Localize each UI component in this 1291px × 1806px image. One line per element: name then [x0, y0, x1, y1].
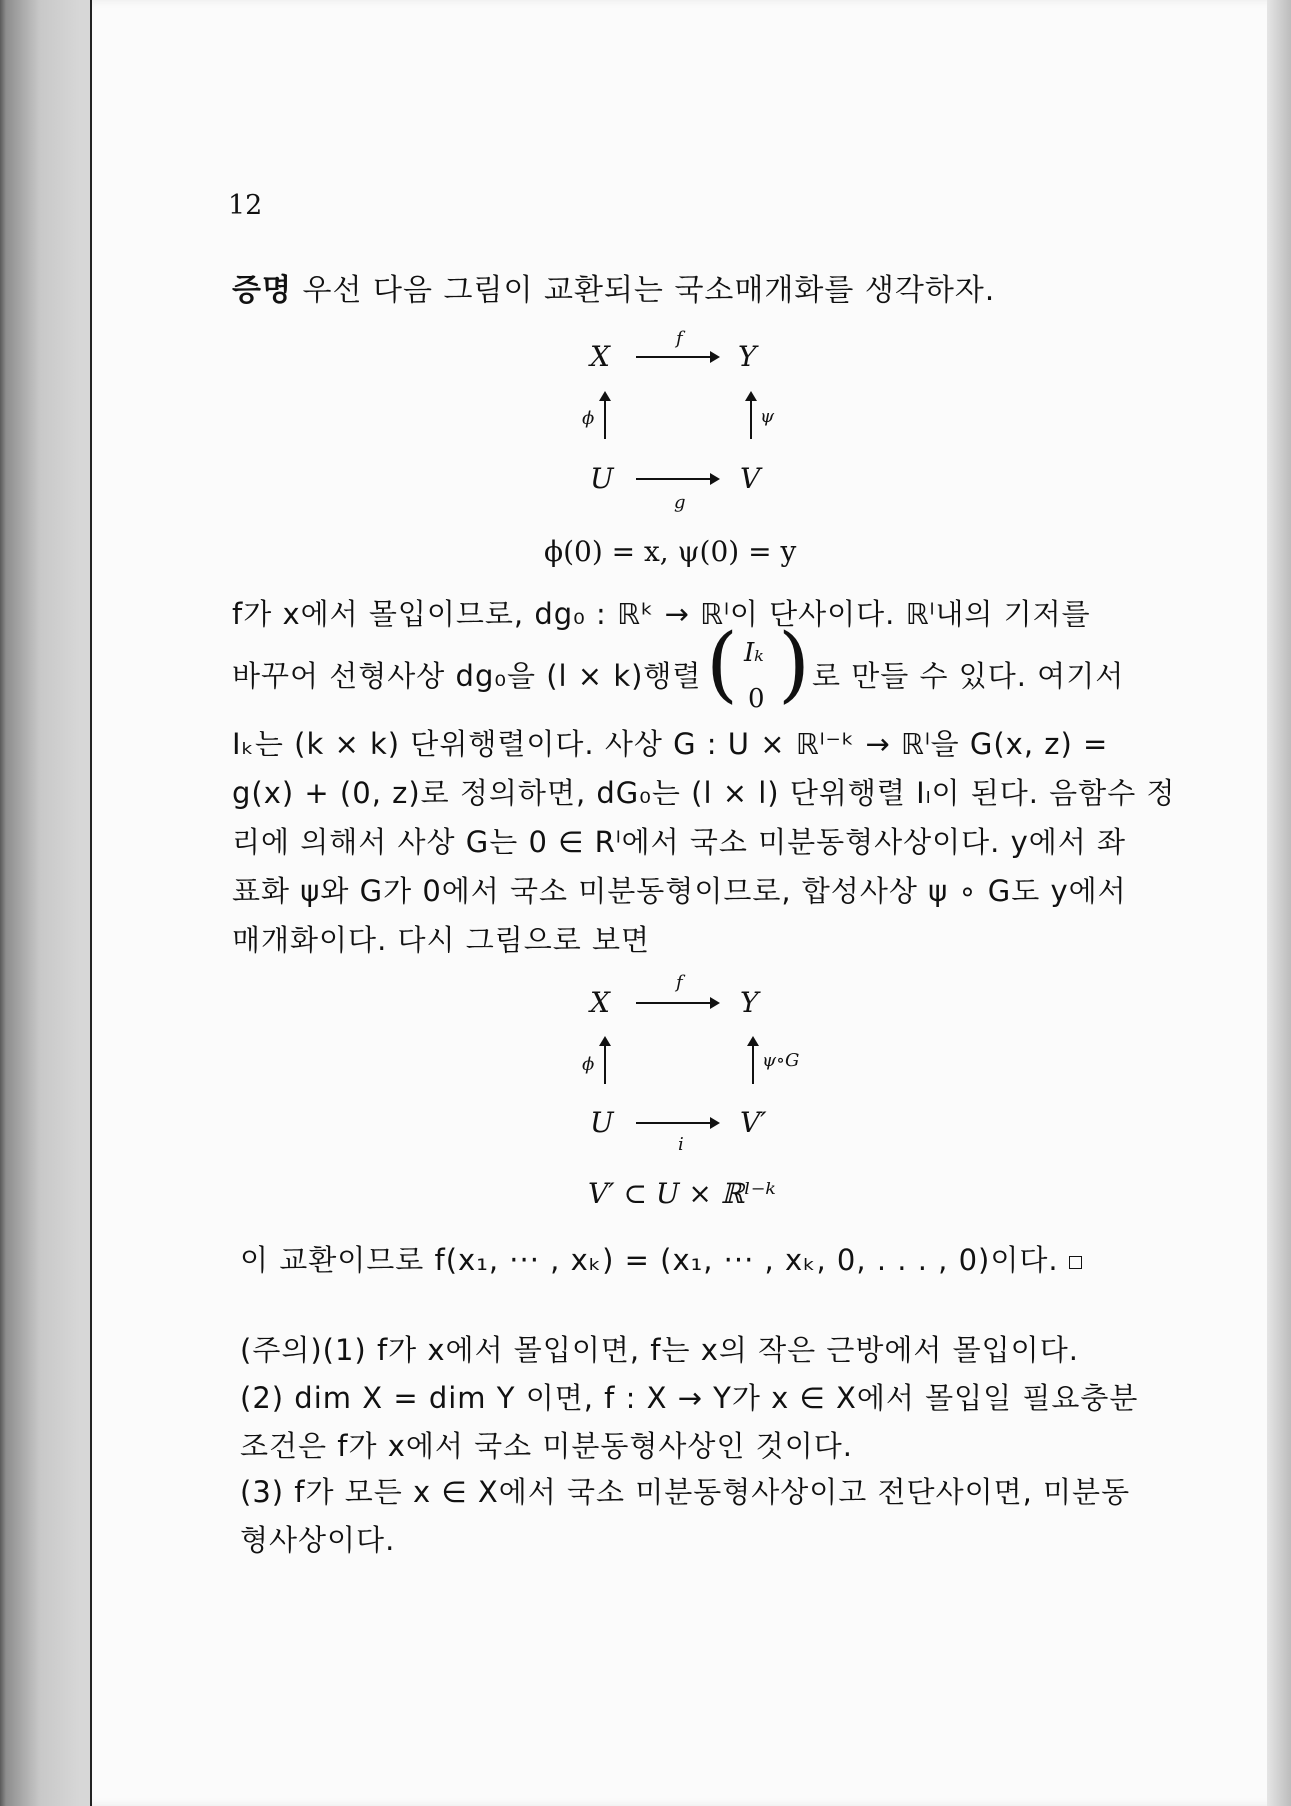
diagram2-V: V′ [740, 1106, 767, 1139]
diagram2-U: U [590, 1106, 614, 1139]
conclusion-text: 이 교환이므로 f(x₁, ··· , xₖ) = (x₁, ··· , xₖ, 0, . . . , 0)이다. [240, 1243, 1059, 1277]
diagram2-right-map: ψ∘G [762, 1050, 800, 1071]
diagram1-top-map: f [676, 328, 683, 349]
remark-2b: 조건은 f가 x에서 국소 미분동형사상인 것이다. [240, 1429, 853, 1463]
proof-intro: 우선 다음 그림이 교환되는 국소매개화를 생각하자. [302, 273, 996, 308]
body-line-4: g(x) + (0, z)로 정의하면, dG₀는 (l × l) 단위행렬 Iₗ이 된다. 음함수 정 [232, 776, 1176, 810]
body-line-2-post: 로 만들 수 있다. 여기서 [812, 659, 1125, 693]
diagram1-caption: ϕ(0) = x, ψ(0) = y [544, 535, 797, 568]
diagram2-left-arrow [604, 1038, 606, 1084]
matrix-left-paren: ( [706, 617, 738, 712]
body-line-3: Iₖ는 (k × k) 단위행렬이다. 사상 G : U × ℝˡ⁻ᵏ → ℝˡ을 G(x, z) = [232, 727, 1109, 761]
diagram1-left-map: ϕ [582, 408, 595, 429]
body-line-1: f가 x에서 몰입이므로, dg₀ : ℝᵏ → ℝˡ이 단사이다. ℝˡ내의 기저를 [232, 597, 1091, 631]
diagram1-Y: Y [738, 340, 757, 373]
diagram2-caption: V′ ⊂ U × ℝˡ⁻ᵏ [588, 1177, 776, 1210]
matrix-bottom: 0 [748, 684, 765, 714]
diagram2-bottom-arrow [636, 1122, 718, 1124]
diagram1-top-arrow [636, 356, 718, 358]
body-line-6: 표화 ψ와 G가 0에서 국소 미분동형이므로, 합성사상 ψ ∘ G도 y에서 [232, 874, 1127, 908]
diagram2-right-arrow [752, 1038, 754, 1084]
diagram1-V: V [740, 462, 761, 495]
diagram1-left-arrow [604, 393, 606, 439]
diagram1-bottom-map: g [674, 492, 686, 513]
remark-2a: (2) dim X = dim Y 이면, f : X → Y가 x ∈ X에서 몰입일 필요충분 [240, 1381, 1139, 1415]
body-line-5: 리에 의해서 사상 G는 0 ∈ Rˡ에서 국소 미분동형사상이다. y에서 좌 [232, 825, 1127, 859]
diagram1-U: U [590, 462, 614, 495]
diagram2-left-map: ϕ [582, 1054, 595, 1075]
remark-3a: (3) f가 모든 x ∈ X에서 국소 미분동형사상이고 전단사이면, 미분동 [240, 1475, 1131, 1509]
diagram1-bottom-arrow [636, 478, 718, 480]
diagram1-right-arrow [750, 393, 752, 439]
page-edge-shadow [1267, 0, 1291, 1806]
body-line-2-pre: 바꾸어 선형사상 dg₀을 (l × k)행렬 [232, 659, 702, 693]
diagram1-X: X [590, 340, 610, 373]
diagram2-top-arrow [636, 1002, 718, 1004]
body-line-7: 매개화이다. 다시 그림으로 보면 [232, 923, 651, 957]
matrix-top: Iₖ [744, 638, 764, 668]
qed-icon [1069, 1256, 1082, 1269]
page-number: 12 [228, 190, 263, 221]
proof-heading: 증명 [232, 273, 292, 308]
diagram1-right-map: ψ [760, 406, 775, 427]
conclusion-line [240, 1243, 1082, 1277]
diagram2-Y: Y [740, 986, 759, 1019]
proof-line [232, 273, 996, 308]
remark-3b: 형사상이다. [240, 1523, 396, 1557]
remark-1: (주의)(1) f가 x에서 몰입이면, f는 x의 작은 근방에서 몰입이다. [240, 1333, 1079, 1367]
diagram2-bottom-map: i [678, 1134, 684, 1155]
matrix-right-paren: ) [778, 617, 810, 712]
diagram2-X: X [590, 986, 610, 1019]
diagram2-top-map: f [676, 972, 683, 993]
